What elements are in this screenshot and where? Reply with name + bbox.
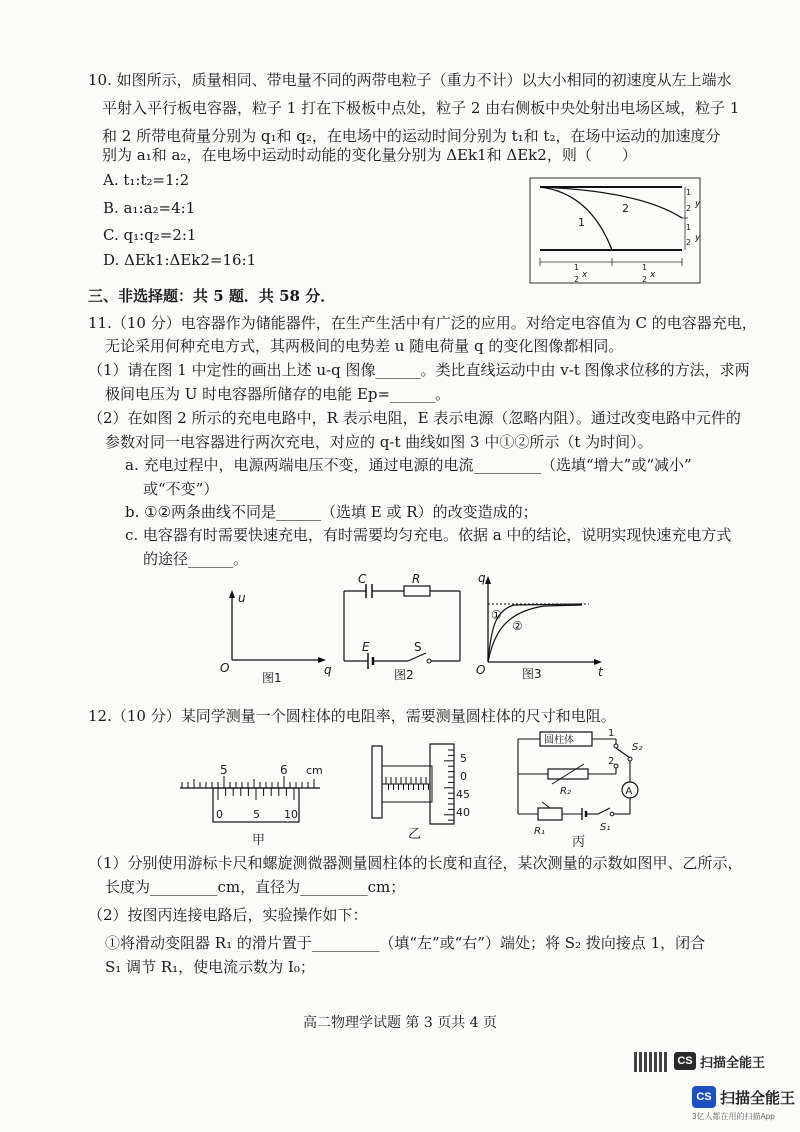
q10-option-c: C. q₁:q₂=2:1 [103,226,197,244]
s1-contact [610,812,614,816]
yi-caption: 乙 [408,827,422,842]
fig3-origin: O [476,663,486,677]
dim-x1-var: x [582,270,588,280]
q11-line-5: （2）在如图 2 所示的充电电路中，R 表示电阻，E 表示电源（忽略内阻）。通过改变电路中元件的 [88,409,741,427]
dim-y1-den: 2 [686,204,692,213]
curve-2-label: 2 [622,202,629,215]
vernier-label-0: 0 [216,808,223,821]
s2-label: S₂ [632,742,643,753]
q12-fig-bing [512,724,662,849]
q10-line-3: 和 2 所带电荷量分别为 q₁和 q₂，在电场中的运动时间分别为 t₁和 t₂，在场中运动的加速度分 [102,127,721,145]
fig1-x-label: q [324,663,332,677]
dim-y2-den: 2 [686,238,692,247]
cs-logo: CS [674,1052,696,1070]
fig3-curve-1-label: ① [491,608,502,622]
vernier-label-10: 10 [284,808,298,821]
cylinder-label: 圆柱体 [544,735,574,746]
r1-label: R₁ [534,826,545,837]
q12-line-3: 长度为_________cm，直径为_________cm； [105,878,406,896]
s1-blade [598,808,610,814]
q12-line-4: （2）按图丙连接电路后，实验操作如下： [88,906,368,924]
r1-slider [542,802,550,808]
s2-blade [616,748,630,758]
main-scale-ticks [182,776,314,788]
main-label-5: 5 [220,763,228,777]
q11-line-9: b. ①②两条曲线不同是______（选填 E 或 R）的改变造成的； [125,503,538,521]
r2-label: R₂ [560,786,571,797]
fig3-curve-2-label: ② [512,619,523,633]
section-heading: 三、非选择题：共 5 题．共 58 分． [88,287,336,305]
r2-variable-arrow [552,764,584,784]
fig3-y-arrow [485,576,491,584]
q11-line-6: 参数对同一电容器进行两次充电，对应的 q-t 曲线如图 3 中①②所示（t 为时间）。 [105,433,653,451]
fig3-x-label: t [598,665,603,679]
fig3-y-label: q [478,571,486,585]
thimble-label-45: 45 [456,788,470,801]
q10-option-a: A. t₁:t₂=1:2 [103,171,190,189]
q11-line-1: 11.（10 分）电容器作为储能器件，在生产生活中有广泛的应用。对给定电容值为 C 的电容器充电， [88,314,757,332]
dim-y1-var: y [695,199,701,209]
fig2-label-r: R [412,572,421,586]
thimble-label-5: 5 [460,752,467,765]
q12-line-1: 12.（10 分）某同学测量一个圆柱体的电阻率，需要测量圆柱体的尺寸和电阻。 [88,707,616,725]
qr-code [634,1052,668,1072]
q12-fig-yi [368,742,488,842]
q11-fig3 [474,572,614,684]
q10-option-b: B. a₁:a₂=4:1 [103,199,196,217]
fig3-curve-2 [488,605,582,662]
resistor [404,586,430,596]
fig2-label-c: C [358,572,367,586]
q11-fig2 [338,572,468,685]
jia-caption: 甲 [252,833,266,848]
dim-y2-var: y [695,233,701,243]
fig1-y-arrow [229,590,235,598]
contact-1 [614,744,618,748]
contact-2-label: 2 [608,756,615,767]
q11-line-11: 的途径______。 [143,550,249,568]
fig2-label-s: S [414,640,422,654]
bing-caption: 丙 [572,835,586,850]
fig2-label-e: E [362,640,370,654]
r1-rheostat [538,808,562,820]
q10-line-1: 10. 如图所示，质量相同、带电量不同的两带电粒子（重力不计）以大小相同的初速度从左上端水 [88,71,732,89]
q12-line-6: S₁ 调节 R₁，使电流示数为 I₀； [105,958,315,976]
q11-fig1 [218,588,338,688]
ammeter-label: A [625,786,633,797]
scanner-slogan: 3亿人都在用的扫描App [692,1112,775,1121]
vernier-scale-ticks [218,788,294,800]
q12-line-2: （1）分别使用游标卡尺和螺旋测微器测量圆柱体的长度和直径，某次测量的示数如图甲、乙所示， [88,854,743,872]
dim-x1-den: 2 [574,275,580,284]
curve-1-label: 1 [578,216,585,229]
fig3-caption: 图3 [522,667,542,681]
figure-frame [530,178,700,283]
main-unit: cm [306,764,323,777]
q11-line-2: 无论采用何种充电方式，其两极间的电势差 u 随电荷量 q 的变化图像都相同。 [105,337,624,355]
thimble-label-0: 0 [460,770,467,783]
q11-line-8: 或“不变”） [143,480,219,498]
trajectory-2 [540,187,682,218]
thimble-ticks [444,750,454,820]
dim-x1-num: 1 [574,263,580,272]
fig3-curve-1 [488,604,582,662]
page-footer: 高二物理学试题 第 3 页共 4 页 [302,1015,498,1031]
switch-blade [408,653,426,661]
scanner-brand-name-large: 扫描全能王 [720,1090,796,1107]
q11-line-7: a. 充电过程中，电源两端电压不变，通过电源的电流_________（选填“增大”或“减小” [125,456,692,474]
vernier-label-5: 5 [253,808,260,821]
switch-contact [427,659,431,663]
scanner-brand-name: 扫描全能王 [700,1055,766,1070]
s1-label: S₁ [600,822,611,833]
q11-line-3: （1）请在图 1 中定性的画出上述 u-q 图像______。类比直线运动中由 v-t 图像求位移的方法，求两 [88,361,750,379]
q11-line-4: 极间电压为 U 时电容器所储存的电能 Ep=______。 [105,385,451,403]
q10-line-4: 别为 a₁和 a₂，在电场中运动时动能的变化量分别为 ΔEk1和 ΔEk2，则（ ） [102,146,637,164]
q12-line-5: ①将滑动变阻器 R₁ 的滑片置于_________（填“左”或“右”）端处；将 S₂ 拨向接点 1，闭合 [105,934,706,952]
dim-x2-den: 2 [642,275,648,284]
dim-y1-num: 1 [686,188,692,197]
fig1-y-label: u [238,591,246,605]
q10-line-2: 平射入平行板电容器，粒子 1 打在下极板中点处，粒子 2 由右侧板中央处射出电场区域，粒子 1 [102,99,740,117]
fig1-origin: O [220,661,230,675]
q10-option-d: D. ΔEk1:ΔEk2=16:1 [103,251,257,269]
q12-fig-jia [180,762,330,852]
q11-line-10: c. 电容器有时需要快速充电，有时需要均匀充电。依据 a 中的结论，说明实现快速充电方式 [125,526,732,544]
trajectory-1 [540,187,612,250]
dim-y2-num: 1 [686,223,692,232]
contact-2 [614,764,618,768]
thimble [430,744,454,824]
dim-x2-num: 1 [642,263,648,272]
contact-1-label: 1 [608,728,615,739]
q10-figure [530,178,720,288]
fig1-caption: 图1 [262,671,282,685]
main-label-6: 6 [280,763,288,777]
thimble-label-40: 40 [456,806,470,819]
dim-x2-var: x [650,270,656,280]
anvil [372,746,382,818]
fig2-caption: 图2 [394,668,414,682]
cs-logo-large: CS [692,1086,716,1108]
